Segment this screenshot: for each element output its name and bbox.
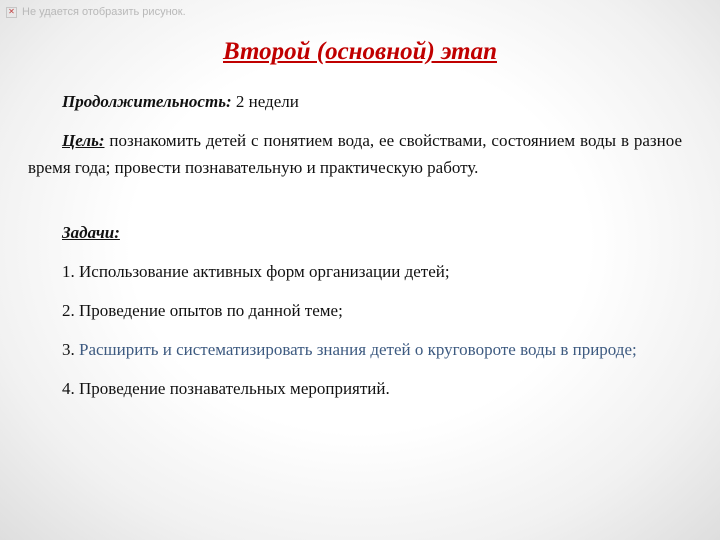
task-text: Расширить и систематизировать знания детей о круговороте воды в природе; [74, 340, 637, 359]
task-text: Проведение познавательных мероприятий. [74, 379, 390, 398]
goal-text: познакомить детей с понятием вода, ее свойствами, состоянием воды в разное время года; провести познавательную и практическую работу. [28, 131, 682, 177]
task-item-2 [28, 297, 682, 324]
slide-content [28, 88, 682, 414]
task-number: 4. [62, 379, 75, 398]
duration-paragraph [28, 88, 682, 115]
task-item-1 [28, 258, 682, 285]
slide-title: Второй (основной) этап [223, 38, 497, 65]
task-number: 3. [62, 340, 75, 359]
task-text: Проведение опытов по данной теме; [74, 301, 343, 320]
goal-label: Цель: [62, 131, 105, 150]
task-text: Использование активных форм организации детей; [74, 262, 450, 281]
broken-image-text: Не удается отобразить рисунок. [22, 6, 186, 18]
broken-image-placeholder [6, 6, 186, 18]
task-number: 1. [62, 262, 75, 281]
task-item-3 [28, 336, 682, 363]
tasks-heading-paragraph [28, 219, 682, 246]
tasks-label: Задачи: [62, 223, 120, 242]
task-number: 2. [62, 301, 75, 320]
duration-value: 2 недели [231, 92, 299, 111]
broken-image-icon: ✕ [6, 7, 17, 18]
task-item-4 [28, 375, 682, 402]
duration-label: Продолжительность: [62, 92, 232, 111]
goal-paragraph [28, 127, 682, 181]
